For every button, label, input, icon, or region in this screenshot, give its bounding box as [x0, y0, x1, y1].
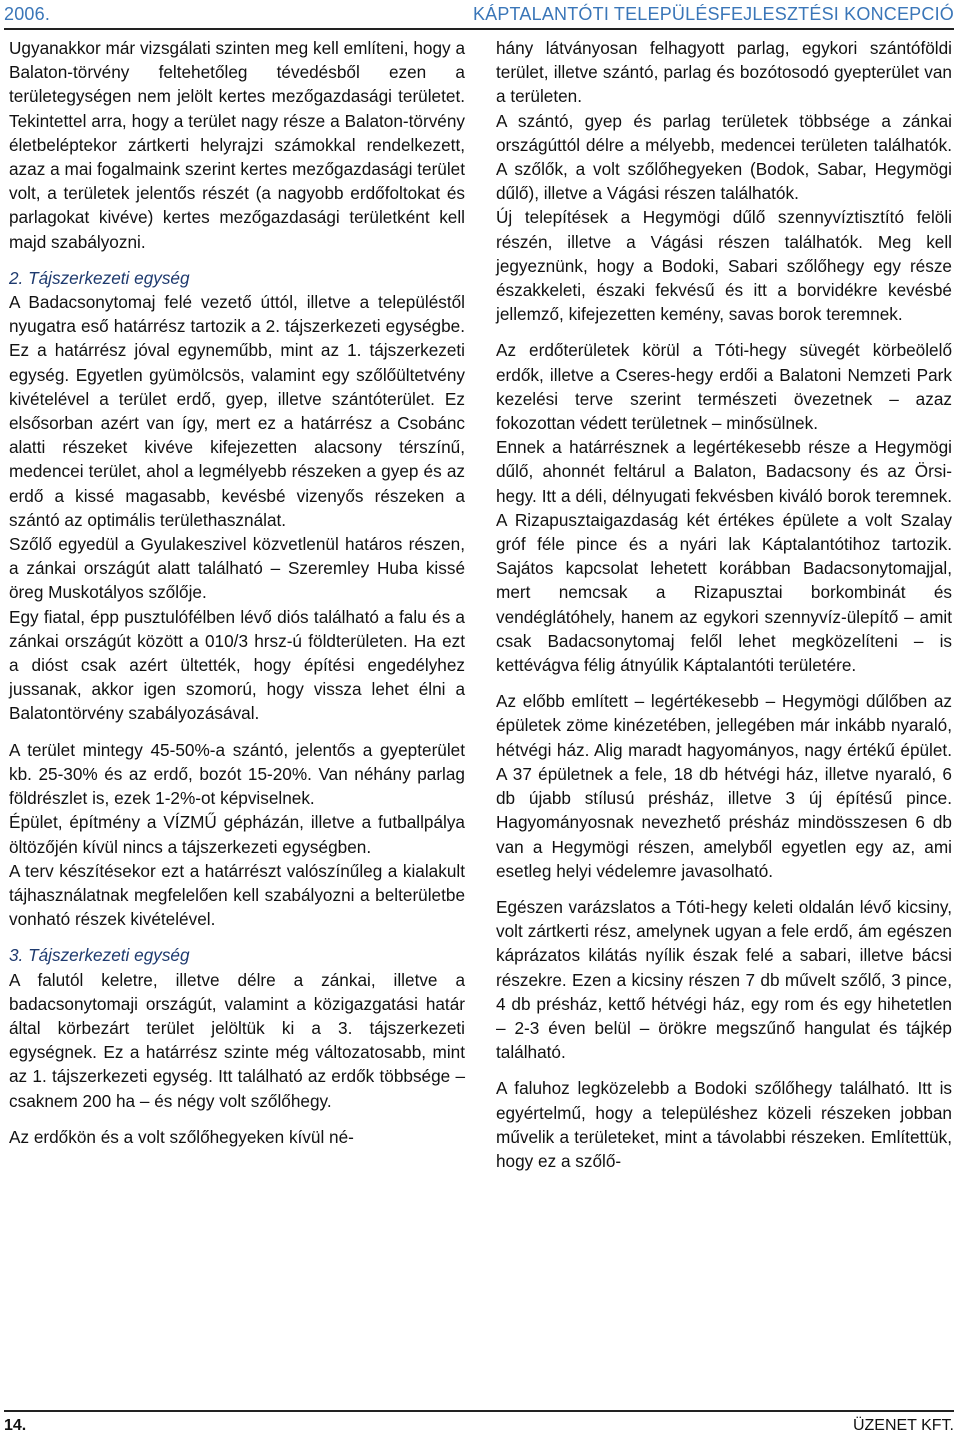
paragraph: A falutól keletre, illetve délre a zánkai, illetve a badacsonytomaji országút, valamint a közigazgatási határ által körbezárt terület jelöltük ki a 3. tájszerkezeti egységnek. Ez a határrész szinte még változatosabb, mint az 1. tájszerkezeti egység. Itt található az erdők többsége – csaknem 200 ha – és négy volt szőlőhegy. — [9, 969, 465, 1111]
paragraph: Az erdőkön és a volt szőlőhegyeken kívül né- — [9, 1126, 354, 1147]
paragraph: A szántó, gyep és parlag területek többsége a zánkai országúttól délre a mélyebb, medencei területen találhatók. A szőlők, a volt szőlőhegyeken (Bodok, Sabar, Hegymögi dűlő), illetve a Vágási részen találhatók. — [496, 110, 952, 204]
paragraph: A terv készítésekor ezt a határrészt valószínűleg a kialakult tájhasználatnak megfelelően kell szabályozni a belterületbe vonható részek kivételével. — [9, 860, 465, 930]
paragraph: hány látványosan felhagyott parlag, egykori szántóföldi terület, illetve szántó, parlag és bozótosodó gyepterület van a területen. — [496, 38, 952, 107]
page-footer — [4, 1410, 954, 1440]
paragraph: Egy fiatal, épp pusztulófélben lévő diós található a falu és a zánkai országút között a 010/3 hrsz-ú földterületen. Ha ezt a dióst csak azért ültették, hogy építési engedélyhez jussanak, akkor igen szomorú, hogy vissza lehet élni a Balatontörvény szabályozásával. — [9, 606, 465, 724]
left-column — [9, 36, 465, 1149]
section-heading-3: 3. Tájszerkezeti egység — [9, 945, 190, 966]
paragraph: A faluhoz legközelebb a Bodoki szőlőhegy található. Itt is egyértelmű, hogy a településhez közeli részeken jobban művelik a területeket, mint a távolabbi részeken. Említettük, hogy ez a szőlő- — [496, 1078, 952, 1171]
section-heading-2: 2. Tájszerkezeti egység — [9, 267, 190, 288]
paragraph: Az erdőterületek körül a Tóti-hegy süvegét körbeölelő erdők, illetve a Cseres-hegy erdői a Balatoni Nemzeti Park kezelési terve szerint természeti övezetnek – azaz fokozottan védett területnek – minősülnek. — [496, 340, 952, 434]
right-column — [496, 36, 952, 1173]
paragraph: Szőlő egyedül a Gyulakeszivel közvetlenül határos részen, a zánkai országút alatt található – Szeremley Huba kissé öreg Muskotályos szőlője. — [9, 534, 465, 603]
paragraph: Egészen varázslatos a Tóti-hegy keleti oldalán lévő kicsiny, volt zártkerti rész, amelynek ugyan a fele erdő, ám egészen káprázatos kilátás nyílik észak felé a sabari, illetve bácsi részekre. Ezen a kicsiny részen 7 db művelt szőlő, 3 pince, 4 db présház, kettő hétvégi ház, egy rom és egy hihetetlen – 2-3 éven belül – örökre megszűnő hangulat és tájkép található. — [496, 896, 952, 1063]
paragraph: Az előbb említett – legértékesebb – Hegymögi dűlőben az épületek zöme kinézetében, jellegében már inkább nyaraló, hétvégi ház. Alig maradt hagyományos, nagy értékű épület. A 37 épületnek a fele, 18 db hétvégi ház, illetve nyaraló, 6 db újabb stílusú présház, illetve 3 új építésű pince. Hagyományosnak nevezhető présház mindösszesen 6 db van a Hegymögi részen, amelyből egyetlen egy az, ami esetleg helyi védelemre javasolható. — [496, 691, 952, 881]
page-header — [4, 2, 954, 30]
header-year: 2006. — [4, 4, 51, 24]
paragraph: Ugyanakkor már vizsgálati szinten meg kell említeni, hogy a Balaton-törvény feltehetőleg tévedésből ezen a területegységen nem jelölt kertes mezőgazdasági területet. Tekintettel arra, hogy a terület nagy része a Balaton-törvény életbeléptekor zártkerti helyrajzi számokkal rendelkezett, azaz a mai fogalmaink szerint kertes mezőgazdasági terület volt, a területek jelentős részét (a nagyobb erdőfoltokat és parlagokat kivéve) kertes mezőgazdasági területként kell majd szabályozni. — [9, 38, 465, 252]
paragraph: Új telepítések a Hegymögi dűlő szennyvíztisztító felöli részén, illetve a Vágási részen találhatók. Meg kell jegyeznünk, hogy a Bodoki, Sabari szőlőhegy egy része északkeleti, északi fekvésű és itt a borvidékre kevésbé jellemző, kifejezetten kemény, savas borok teremnek. — [496, 207, 952, 325]
paragraph: Épület, építmény a VÍZMŰ gépházán, illetve a futballpálya öltözőjén kívül nincs a tájszerkezeti egységben. — [9, 812, 465, 857]
paragraph: Ennek a határrésznek a legértékesebb része a Hegymögi dűlő, ahonnét feltárul a Balaton, Badacsony és az Örsi-hegy. Itt a déli, délnyugati fekvésben kiváló borok teremnek. A Rizapusztaigazdaság két értékes épülete a volt Szalay gróf féle pince és a nyári lak Káptalantótihoz tartozik. Sajátos kapcsolat lehetett korábban Badacsonytomajjal, mert nemcsak a Rizapusztai borkombinát és vendéglátóhely, hanem az egykori szennyvíz-ülepítő – amit csak Badacsonytomaj felől lehet megközelíteni – is kettévágva félig átnyúlik Káptalantóti területére. — [496, 437, 952, 676]
paragraph: A Badacsonytomaj felé vezető úttól, illetve a településtől nyugatra eső határrész tartozik a 2. tájszerkezeti egységbe. Ez a határrész jóval egyneműbb, mint az 1. tájszerkezeti egység. Egyetlen gyümölcsös, valamint egy szőlőültetvény kivételével a terület erdő, gyep, illetve szántóterület. Ez elsősorban azért van így, mert ez a határrész a Csobánc alatti részeket kivéve kifejezetten alacsony térszínű, medencei terület, ahol a legmélyebb részeken a gyep és az erdő a kissé magasabb, kevésbé vizenyős részeken a szántó az optimális területhasználat. — [9, 292, 465, 530]
paragraph: A terület mintegy 45-50%-a szántó, jelentős a gyepterület kb. 25-30% és az erdő, bozót 15-20%. Van néhány parlag földrészlet is, ezek 1-2%-ot képviselnek. — [9, 739, 465, 809]
header-title: KÁPTALANTÓTI TELEPÜLÉSFEJLESZTÉSI KONCEPCIÓ — [472, 4, 954, 24]
footer-publisher: ÜZENET KFT. — [852, 1417, 954, 1434]
page-number: 14. — [4, 1417, 27, 1434]
